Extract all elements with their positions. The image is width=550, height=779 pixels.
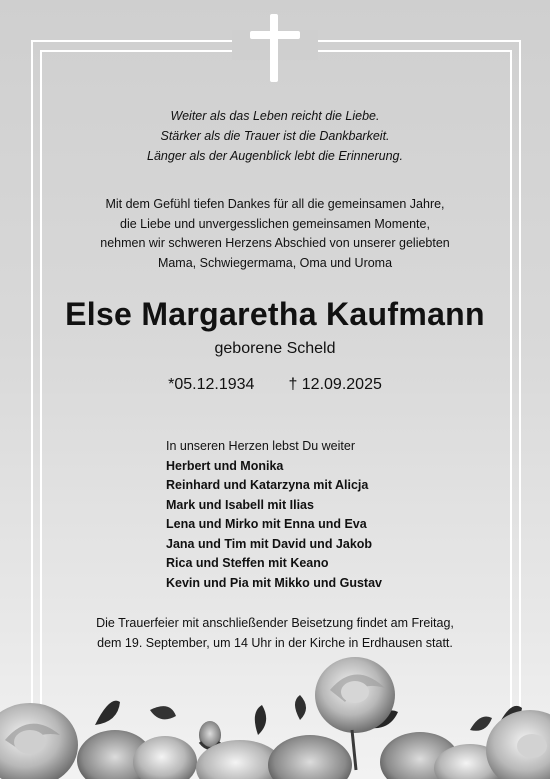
deceased-name: Else Margaretha Kaufmann — [65, 296, 485, 332]
maiden-name: geborene Scheld — [214, 340, 336, 357]
intro-text — [0, 195, 550, 273]
mourner-row: Jana und Tim mit David und Jakob — [166, 536, 373, 551]
service-line: dem 19. September, um 14 Uhr in der Kirche in Erdhausen statt. — [97, 635, 453, 650]
intro-line: nehmen wir schweren Herzens Abschied von unserer geliebten — [100, 236, 450, 250]
motto-line: Stärker als die Trauer ist die Dankbarkeit. — [160, 129, 390, 143]
cross-icon — [250, 14, 300, 84]
intro-line: Mama, Schwiegermama, Oma und Uroma — [157, 255, 393, 270]
motto-line: Weiter als das Leben reicht die Liebe. — [170, 109, 380, 123]
mourners-lead: In unseren Herzen lebst Du weiter — [166, 439, 355, 453]
mourner-row: Reinhard und Katarzyna mit Alicja — [166, 478, 369, 492]
motto-verse — [0, 106, 550, 166]
mourner-row: Lena und Mirko mit Enna und Eva — [166, 517, 367, 531]
mourner-row: Kevin und Pia mit Mikko und Gustav — [166, 575, 383, 590]
mourner-row: Mark und Isabell mit Ilias — [166, 497, 314, 512]
death-date: † 12.09.2025 — [288, 376, 382, 393]
birth-date: *05.12.1934 — [168, 376, 255, 393]
intro-line: Mit dem Gefühl tiefen Dankes für all die gemeinsamen Jahre, — [105, 197, 445, 211]
mourners-list — [166, 437, 382, 593]
mourner-row: Rica und Steffen mit Keano — [166, 556, 329, 570]
service-line: Die Trauerfeier mit anschließender Beisetzung findet am Freitag, — [96, 616, 454, 630]
service-notice — [0, 614, 550, 653]
motto-line: Länger als der Augenblick lebt die Erinnerung. — [147, 149, 403, 163]
roses-illustration — [0, 650, 550, 779]
intro-line: die Liebe und unvergesslichen gemeinsamen Momente, — [120, 216, 430, 231]
mourner-row: Herbert und Monika — [166, 458, 284, 473]
life-dates — [0, 376, 550, 394]
